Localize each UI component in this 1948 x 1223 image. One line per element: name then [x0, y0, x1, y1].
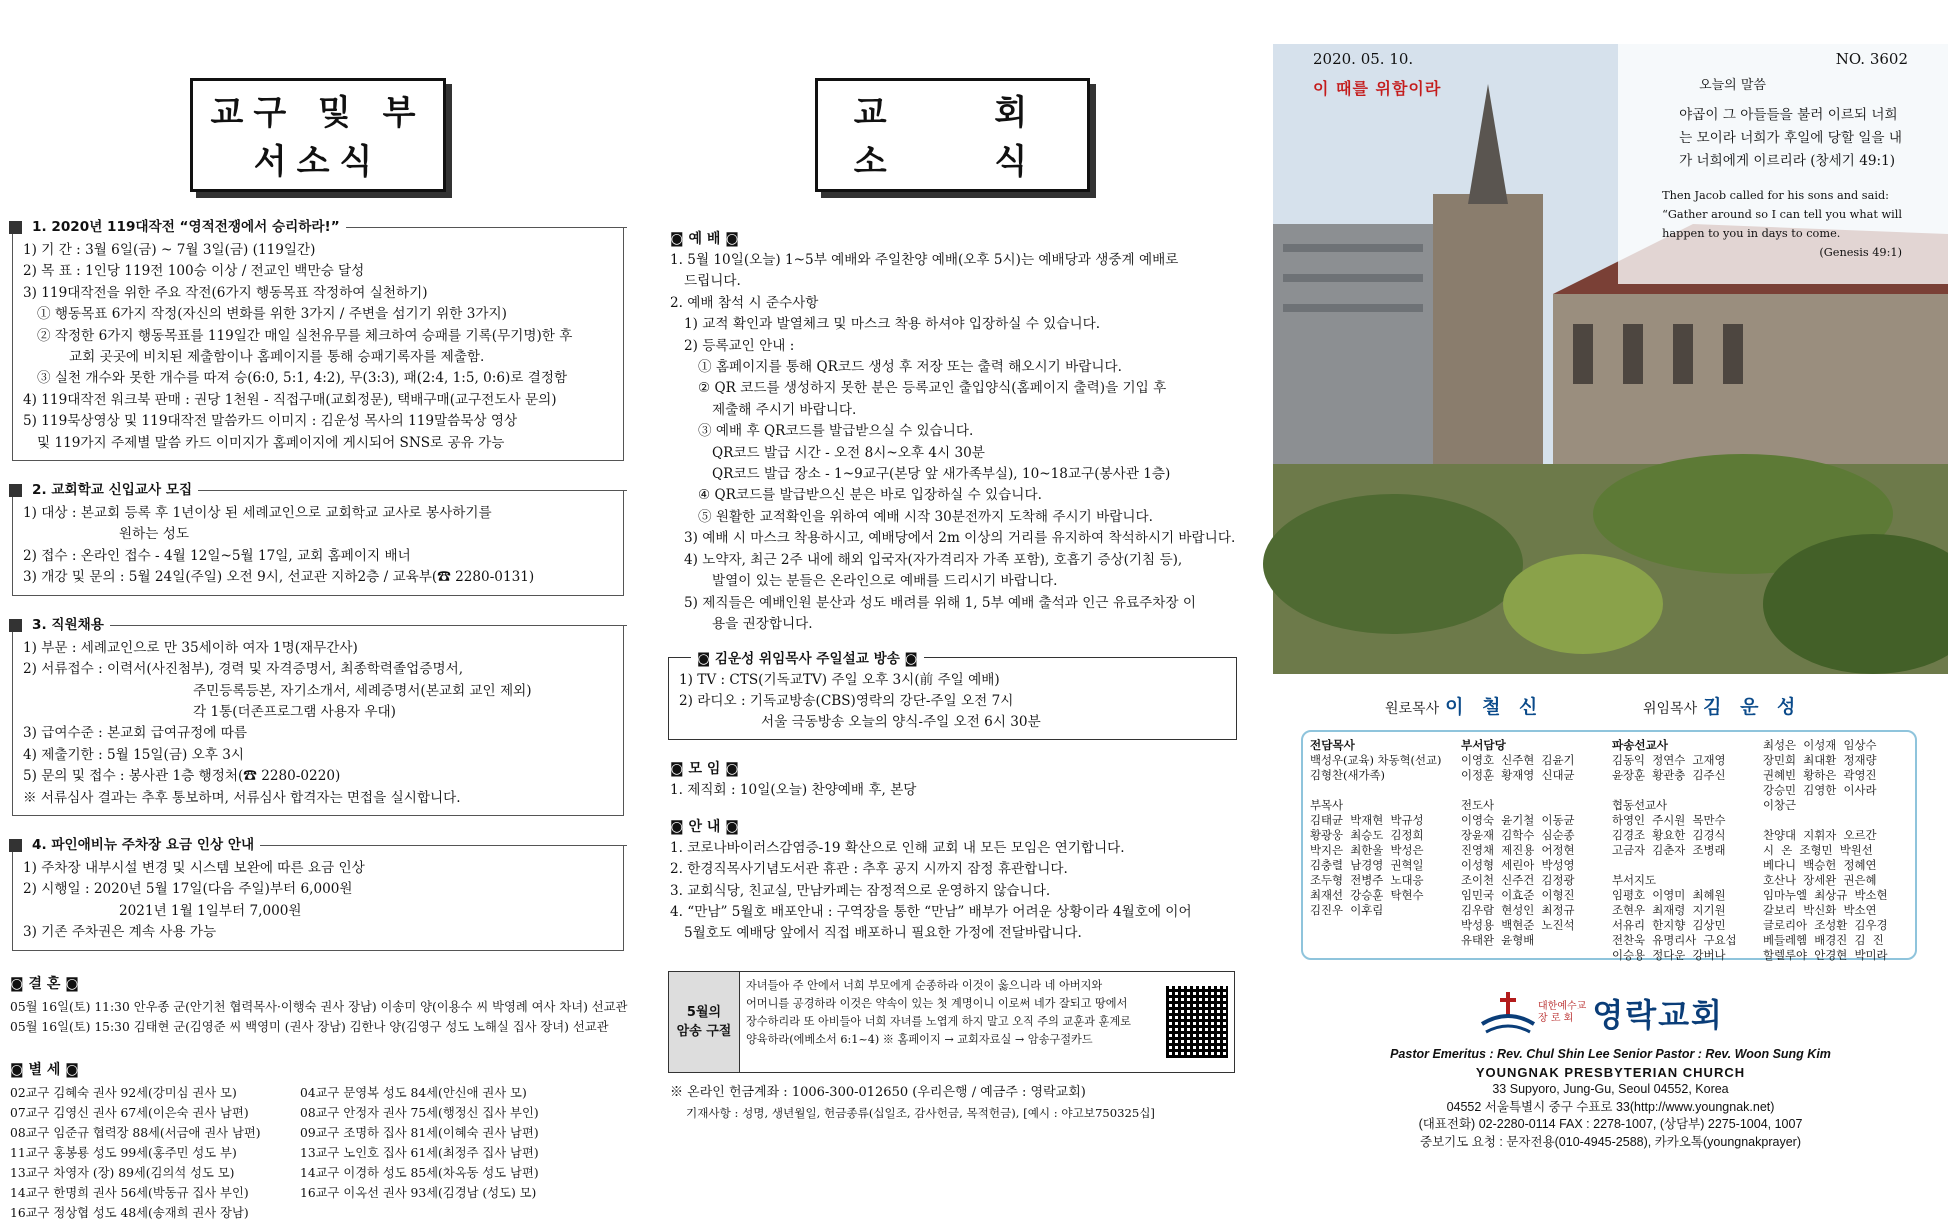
worship-list: [658, 250, 1247, 635]
section-line: 3) 급여수준 : 본교회 급여규정에 따름: [23, 725, 247, 742]
staff-group: [1760, 736, 1911, 965]
notice-line: 3. 교회식당, 친교실, 만남카페는 잠정적으로 운영하지 않습니다.: [670, 882, 1051, 899]
section-heading: [9, 480, 627, 501]
worship-line: 1. 5월 10일(오늘) 1~5부 예배와 주일찬양 예배(오후 5시)는 예배당과 생중계 예배로: [670, 252, 1179, 268]
staff-group-title: 파송선교사: [1612, 738, 1668, 752]
meeting-heading: ◙ 모 임 ◙: [670, 761, 739, 778]
section-line: 1) 주차장 내부시설 변경 및 시스템 보완에 따른 요금 인상: [23, 859, 365, 876]
obituary-entry: 11교구 홍봉룡 성도 99세(홍주민 성도 부): [10, 1145, 237, 1160]
obituary-list: [10, 1083, 630, 1223]
staff-group-names: 김동익 정연수 고재영 윤장훈 황관충 김주신 협동선교사 하영인 주시원 목만수 김경조 황요한 김경식 고금자 김춘자 조병래 부서지도 임평호 이영미 최혜원 조현우 최재령 지기원 서유리 한지향 김상민 전찬욱 유명리사 구요섭 이승용 정다운 강버나: [1612, 753, 1737, 962]
memory-verse-box: [668, 971, 1235, 1073]
obituary-entry: 08교구 임준규 협력장 88세(서금애 권사 남편): [10, 1125, 261, 1140]
bullet-square-icon: [9, 619, 22, 632]
worship-line: 용을 권장합니다.: [712, 615, 813, 632]
section-title: 1. 2020년 119대작전 “영적전쟁에서 승리하라!”: [26, 217, 346, 238]
obituary-entry: 04교구 문영복 성도 84세(안신애 권사 모): [300, 1085, 527, 1100]
staff-group: [1458, 736, 1609, 965]
bullet-square-icon: [9, 839, 22, 852]
parish-sections: [6, 219, 630, 951]
section-line: 2) 시행일 : 2020년 5월 17일(다음 주일)부터 6,000원: [23, 881, 353, 898]
emeritus-name: 이 철 신: [1445, 696, 1544, 718]
obituary-heading: ◙ 별 세 ◙: [10, 1061, 79, 1078]
obituary-entry: [300, 1203, 630, 1223]
wedding-list: [6, 997, 630, 1037]
broadcast-line: 서울 극동방송 오늘의 양식-주일 오전 6시 30분: [761, 714, 1041, 731]
cover-column: 2020. 05. 10. 이 때를 위함이라 NO. 3602 오늘의 말씀 야곱이 그 아들들을 불러 이르되 너희 는 모이라 너희가 후일에 당할 일을 내 가 너희에게 이르리라 (창세기 49:1) Then Jacob called for his sons and said: “Gather around so I can tell you what will happen to you in days to come. (Genesis 49:1) 원로목사 이 철 신 위임목사 김 운 성 전담목사 백성우(교육) 차동혁(선교) 김형찬(새가족) 부목사 김태균 박재현 박규성 황광웅 최승도 김정희 박지은 최한울 박성은 김충렬 남경영 권혁일 조두형 전병주 노대응 최재선 강승훈 탁현수 김진우 이후림 부서담당 이영호 신주현 김윤기 이정훈 황재영 신대균 전도사 이영숙 윤기철 이동균 장윤재 김학수 심순종 진영채 제진용 어정현 이성형 세린아 박성영 조이천 신주건 김정광 임민국 이효준 이형진 김우람 현성인 최정규 박성용 백현준 노진석 유태완 윤형배 파송선교사 김동익 정연수 고재영 윤장훈 황관충 김주신 협동선교사 하영인 주시원 목만수 김경조 황요한 김경식 고금자 김춘자 조병래 부서지도 임평호 이영미 최혜원 조현우 최재령 지기원 서유리 한지향 김상민 전찬욱 유명리사 구요섭 이승용 정다운 강버나 최성은 이성재 임상수 장민희 최대환 정재량 권혜빈 황하은 곽영진 강승민 김영한 이사라 이창근 찬양대 지휘자 오르간 시 온 조형민 박원선 베다니 백승헌 정혜연 호산나 장세완 권은혜 임마누엘 최상규 박소현 갈보리 박신화 박소연 글로리아 조성환 김우경 베들레헴 배경진 김 진 할렐루야 안경현 박미라 대한예수교 장 로 회 영락교회 Pastor Emeritus : Rev. Chul Shin Lee Senior Pastor : Rev. Woon Sung Kim YOUNGNAK PRESBYTERIAN CHURCH 33 Supyoro, Jung-Gu, Seoul 04552, Korea 04552 서울특별시 중구 수표로 33(http://www.youngnak.net) (대표전화) 02-2280-0114 FAX : 2278-1007, (상담부) 2275-1004, 1007 중보기도 요청 : 문자전용(010-4945-2588), 카카오톡(youngnakprayer): [1273, 0, 1948, 1153]
word-en-line: Then Jacob called for his sons and said:: [1662, 189, 1889, 202]
worship-line: 3) 예배 시 마스크 착용하시고, 예배당에서 2m 이상의 거리를 유지하여 착석하시기 바랍니다.: [684, 530, 1236, 547]
worship-line: 제출해 주시기 바랍니다.: [712, 401, 857, 418]
worship-line: ③ 예배 후 QR코드를 발급받으실 수 있습니다.: [698, 423, 974, 440]
section-line: 교회 곳곳에 비치된 제출함이나 홈페이지를 통해 승패기록자를 제출함.: [69, 349, 485, 366]
section-line: 5) 문의 및 접수 : 봉사관 1층 행정처(☎ 2280-0220): [23, 768, 341, 785]
issue-number: NO. 3602: [1835, 50, 1908, 68]
notice-section: [12, 482, 624, 596]
obituary-entry: 08교구 안정자 권사 75세(행정신 집사 부인): [300, 1105, 539, 1120]
worship-line: ② QR 코드를 생성하지 못한 분은 등록교인 출입양식(홈페이지 출력)을 기입 후: [698, 380, 1167, 397]
divider: [260, 845, 627, 846]
section-line: ① 행동목표 6가지 작정(자신의 변화를 위한 3가지 / 주변을 섬기기 위한 3가지): [37, 306, 507, 323]
word-en-line: happen to you in days to come.: [1662, 227, 1841, 240]
worship-line: 5) 제직들은 예배인원 분산과 성도 배려를 위해 1, 5부 예배 출석과 인근 유료주차장 이: [684, 594, 1196, 611]
cross-logo-icon: [1478, 990, 1538, 1036]
staff-directory: [1301, 730, 1917, 960]
obituary-entry: 02교구 김혜숙 권사 92세(강미심 권사 모): [10, 1085, 237, 1100]
offering-account: ※ 온라인 헌금계좌 : 1006-300-012650 (우리은행 / 예금주 : 영락교회): [670, 1085, 1086, 1100]
section-line: 2) 서류접수 : 이력서(사진첨부), 경력 및 자격증명서, 최종학력졸업증명서,: [23, 661, 464, 678]
notice-section: [12, 836, 624, 951]
section-line: 3) 개강 및 문의 : 5월 24일(주일) 오전 9시, 선교관 지하2층 / 교육부(☎ 2280-0131): [23, 569, 535, 586]
issue-subtitle: 이 때를 위함이라: [1313, 79, 1442, 98]
memory-verse-label: 5월의 암송 구절: [669, 972, 740, 1072]
section-line: 5) 119묵상영상 및 119대작전 말씀카드 이미지 : 김운성 목사의 119말씀묵상 영상: [23, 413, 518, 430]
staff-group: [1307, 736, 1458, 965]
online-offering: [670, 1083, 1155, 1123]
bullet-square-icon: [9, 484, 22, 497]
worship-line: 발열이 있는 분들은 온라인으로 예배를 드리시기 바랍니다.: [712, 573, 1058, 590]
section-line: ※ 서류심사 결과는 추후 통보하며, 서류심사 합격자는 면접을 실시합니다.: [23, 789, 461, 806]
worship-heading: ◙ 예 배 ◙: [670, 231, 739, 247]
word-ko-line: 야곱이 그 아들들을 불러 이르되 너희: [1679, 107, 1898, 123]
obituary-entry: 16교구 정상협 성도 48세(송재희 권사 장남): [10, 1205, 249, 1220]
section-line: 4) 제출기한 : 5월 15일(금) 오후 3시: [23, 746, 244, 763]
section-title: 4. 파인애비뉴 주차장 요금 인상 안내: [26, 835, 260, 856]
verse-line: 어머니를 공경하라 이것은 약속이 있는 첫 계명이니 이로써 네가 잘되고 땅에서: [746, 996, 1128, 1010]
word-ko-line: 가 너희에게 이르리라 (창세기 49:1): [1679, 153, 1896, 169]
obituary-entry: 07교구 김영신 권사 67세(이은숙 권사 남편): [10, 1105, 249, 1120]
notice-section: [12, 616, 624, 816]
notice-list: [658, 838, 1247, 945]
wedding-entry: 05월 16일(토) 15:30 김태현 군(김영준 씨 백영미 (권사 장남) 김한나 양(김영구 성도 노해실 집사 장녀) 선교관: [10, 1019, 609, 1034]
divider: [198, 490, 627, 491]
obituary-entry: 13교구 차영자 (장) 89세(김의석 성도 모): [10, 1165, 235, 1180]
section-line: 2) 목 표 : 1인당 119전 100승 이상 / 전교인 백만승 달성: [23, 263, 365, 280]
bullet-square-icon: [9, 221, 22, 234]
verse-line: 양육하라(에베소서 6:1~4) ※ 홈페이지 → 교회자료실 → 암송구절카드: [746, 1032, 1093, 1046]
verse-line: 자녀들아 주 안에서 너희 부모에게 순종하라 이것이 옳으니라 네 아버지와: [746, 978, 1103, 992]
broadcast-list: [679, 670, 1226, 733]
todays-word-korean: [1679, 104, 1902, 173]
church-logo: 대한예수교 장 로 회 영락교회: [1478, 985, 1743, 1040]
todays-word-label: 오늘의 말씀: [1699, 78, 1766, 93]
section-line: ③ 실천 개수와 못한 개수를 따져 승(6:0, 5:1, 4:2), 무(3:3), 패(2:4, 1:5, 0:6)로 결정함: [37, 370, 568, 387]
word-en-line: “Gather around so I can tell you what will: [1662, 208, 1902, 221]
senior-name: 김 운 성: [1703, 696, 1802, 718]
qr-code-icon[interactable]: [1166, 986, 1228, 1058]
broadcast-line: 2) 라디오 : 기독교방송(CBS)영락의 강단-주일 오전 7시: [679, 693, 1014, 710]
section-line: 1) 대상 : 본교회 등록 후 1년이상 된 세례교인으로 교회학교 교사로 봉사하기를: [23, 505, 492, 522]
section-line: 주민등록등본, 자기소개서, 세례증명서(본교회 교인 제외): [193, 682, 532, 699]
church-news-title: 교 회 소 식: [815, 78, 1090, 192]
obituary-entry: 16교구 이옥선 권사 93세(김경남 (성도) 모): [300, 1185, 537, 1200]
obituary-entry: 14교구 이경하 성도 85세(차옥동 성도 남편): [300, 1165, 539, 1180]
todays-word-english: [1662, 186, 1902, 262]
broadcast-line: 1) TV : CTS(기독교TV) 주일 오후 3시(前 주일 예배): [679, 672, 1000, 689]
worship-line: 4) 노약자, 최근 2주 내에 해외 입국자(자가격리자 가족 포함), 호흡기 증상(기침 등),: [684, 551, 1183, 568]
church-name: 영락교회: [1592, 995, 1724, 1034]
staff-group-names: 최성은 이성재 임상수 장민희 최대환 정재량 권혜빈 황하은 곽영진 강승민 김영한 이사라 이창근 찬양대 지휘자 오르간 시 온 조형민 박원선 베다니 백승헌 정혜연 호산나 장세완 권은혜 임마누엘 최상규 박소현 갈보리 박신화 박소연 글로리아 조성환 김우경 베들레헴 배경진 김 진 할렐루야 안경현 박미라: [1763, 738, 1888, 962]
word-ko-line: 는 모이라 너희가 후일에 당할 일을 내: [1679, 130, 1902, 146]
wedding-entry: 05월 16일(토) 11:30 안우종 군(안기천 협력목사·이행숙 권사 장남) 이송미 양(이용수 씨 박영례 여사 차녀) 선교관: [10, 999, 628, 1014]
memory-verse-text: [740, 972, 1160, 1072]
section-line: 및 119가지 주제별 말씀 카드 이미지가 홈페이지에 게시되어 SNS로 공유 가능: [37, 434, 505, 451]
offering-note: 기재사항 : 성명, 생년월일, 헌금종류(십일조, 감사헌금, 목적헌금), [예시 : 야고보750325십]: [686, 1106, 1155, 1120]
section-heading: [9, 217, 627, 238]
broadcast-heading: ◙ 김운성 위임목사 주일설교 방송 ◙: [691, 647, 924, 667]
obituary-entry: 14교구 한명희 권사 56세(박동규 집사 부인): [10, 1185, 249, 1200]
section-line: 1) 기 간 : 3월 6일(금) ~ 7월 3일(금) (119일간): [23, 242, 316, 258]
worship-line: 드립니다.: [684, 273, 741, 290]
notice-line: 2. 한경직목사기념도서관 휴관 : 추후 공지 시까지 잠정 휴관합니다.: [670, 861, 1068, 878]
section-line: 1) 부문 : 세례교인으로 만 35세이하 여자 1명(재무간사): [23, 639, 358, 656]
section-heading: [9, 615, 627, 636]
section-title: 3. 직원채용: [26, 615, 110, 636]
section-line: 원하는 성도: [119, 526, 189, 543]
divider: [110, 625, 627, 626]
section-line: ② 작정한 6가지 행동목표를 119일간 매일 실천유무를 체크하여 승패를 기록(무기명)한 후: [37, 327, 573, 344]
notice-section: [12, 219, 624, 461]
worship-line: QR코드 발급 장소 - 1~9교구(본당 앞 새가족부실), 10~18교구(봉사관 1층): [712, 466, 1171, 483]
verse-line: 장수하리라 또 아비들아 너희 자녀를 노엽게 하지 말고 오직 주의 교훈과 훈계로: [746, 1014, 1131, 1028]
notice-line: 5월호도 예배당 앞에서 직접 배포하니 필요한 가정에 전달바랍니다.: [684, 925, 1082, 942]
parish-news-title: 교구 및 부서소식: [190, 78, 446, 192]
worship-line: 2. 예배 참석 시 준수사항: [670, 294, 819, 311]
section-heading: [9, 835, 627, 856]
section-line: 각 1통(더존프로그램 사용자 우대): [193, 703, 396, 720]
staff-group-names: 이영호 신주현 김윤기 이정훈 황재영 신대균 전도사 이영숙 윤기철 이동균 장윤재 김학수 심순종 진영채 제진용 어정현 이성형 세린아 박성영 조이천 신주건 김정광 임민국 이효준 이형진 김우람 현성인 최정규 박성용 백현준 노진석 유태완 윤형배: [1461, 753, 1575, 947]
worship-line: 1) 교적 확인과 발열체크 및 마스크 착용 하셔야 입장하실 수 있습니다.: [684, 316, 1101, 333]
wedding-heading: ◙ 결 혼 ◙: [10, 975, 79, 992]
notice-line: 1. 코로나바이러스감염증-19 확산으로 인해 교회 내 모든 모임은 연기합니다.: [670, 839, 1125, 856]
verse-reference: (Genesis 49:1): [1819, 246, 1902, 259]
notice-line: 4. “만남” 5월호 배포안내 : 구역장을 통한 “만남” 배부가 어려운 상황이라 4월호에 이어: [670, 903, 1192, 920]
meeting-line: 1. 제직회 : 10일(오늘) 찬양예배 후, 본당: [670, 782, 917, 799]
staff-group: [1609, 736, 1760, 965]
church-news-column: [650, 0, 1255, 1153]
worship-line: ④ QR코드를 발급받으신 분은 바로 입장하실 수 있습니다.: [698, 487, 1042, 504]
notice-heading: ◙ 안 내 ◙: [670, 818, 739, 835]
meeting-list: [658, 780, 1247, 801]
worship-line: QR코드 발급 시간 - 오전 8시~오후 4시 30분: [712, 444, 985, 461]
worship-line: ① 홈페이지를 통해 QR코드 생성 후 저장 또는 출력 해오시기 바랍니다.: [698, 359, 1122, 376]
staff-group-title: 전담목사: [1310, 738, 1355, 752]
footer-info: Pastor Emeritus : Rev. Chul Shin Lee Senior Pastor : Rev. Woon Sung Kim YOUNGNAK PRESBYTERIAN CHURCH 33 Supyoro, Jung-Gu, Seoul 04552, Korea 04552 서울특별시 중구 수표로 33(http://www.youngnak.net) (대표전화) 02-2280-0114 FAX : 2278-1007, (상담부) 2275-1004, 1007 중보기도 요청 : 문자전용(010-4945-2588), 카카오톡(youngnakprayer): [1390, 1047, 1831, 1149]
staff-group-title: 부서담당: [1461, 738, 1506, 752]
section-line: 3) 기존 주차권은 계속 사용 가능: [23, 924, 217, 941]
section-line: 3) 119대작전을 위한 주요 작전(6가지 행동목표 작정하여 실천하기): [23, 284, 428, 301]
worship-line: ⑤ 원활한 교적확인을 위하여 예배 시작 30분전까지 도착해 주시기 바랍니다.: [698, 508, 1153, 525]
worship-line: 2) 등록교인 안내 :: [684, 337, 795, 354]
divider: [346, 227, 627, 228]
section-line: 2021년 1월 1일부터 7,000원: [119, 902, 302, 919]
obituary-entry: 09교구 조명하 집사 81세(이혜숙 권사 남편): [300, 1125, 539, 1140]
issue-date: 2020. 05. 10.: [1313, 50, 1414, 68]
staff-group-names: 백성우(교육) 차동혁(선교) 김형찬(새가족) 부목사 김태균 박재현 박규성 황광웅 최승도 김정희 박지은 최한울 박성은 김충렬 남경영 권혁일 조두형 전병주 노대응 최재선 강승훈 탁현수 김진우 이후림: [1310, 753, 1442, 917]
obituary-entry: 13교구 노인호 집사 61세(최정주 집사 남편): [300, 1145, 539, 1160]
parish-news-column: [0, 0, 640, 1220]
section-line: 2) 접수 : 온라인 접수 - 4월 12일~5월 17일, 교회 홈페이지 배너: [23, 547, 411, 564]
section-line: 4) 119대작전 워크북 판매 : 권당 1천원 - 직접구매(교회정문), 택배구매(교구전도사 문의): [23, 391, 557, 408]
section-title: 2. 교회학교 신입교사 모집: [26, 480, 198, 501]
broadcast-box: [668, 651, 1237, 740]
